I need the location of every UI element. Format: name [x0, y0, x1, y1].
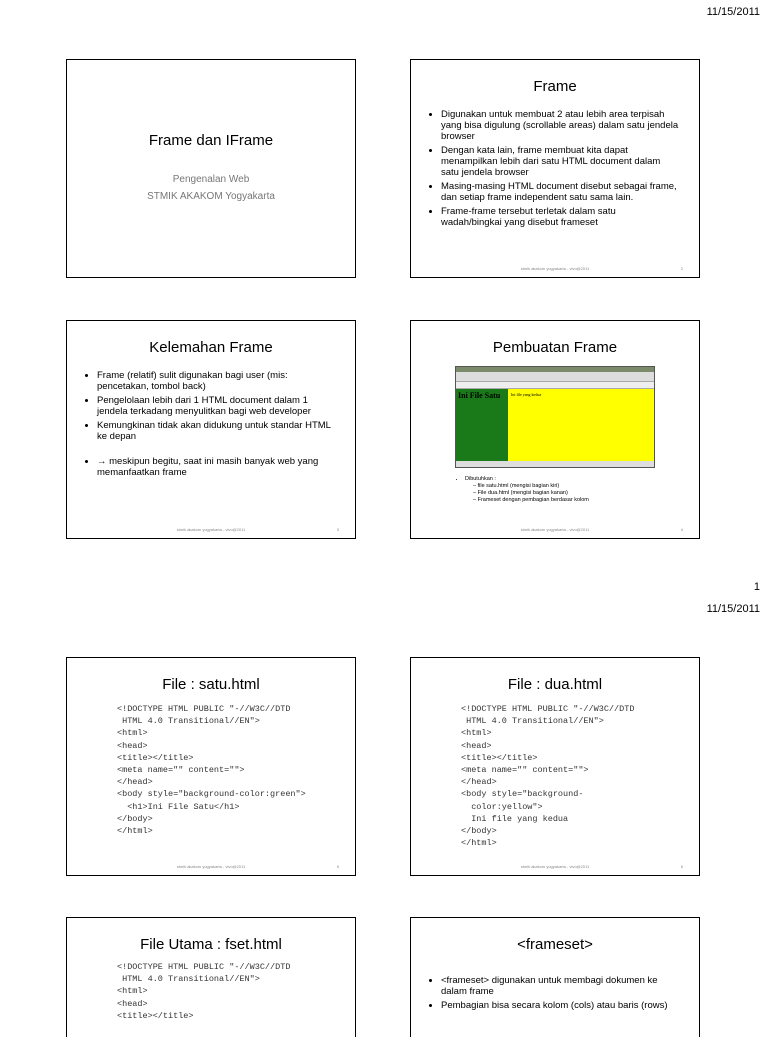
bullet-item: • Masing-masing HTML document disebut sebagai frame, dan setiap frame independent satu sama lain.	[441, 181, 679, 203]
slide-footer: stmik akakom yogyakarta - vivo@2011	[176, 527, 246, 532]
bullet-item: • Frame-frame tersebut terletak dalam satu wadah/bingkai yang disebut frameset	[441, 206, 679, 228]
slide-1	[66, 59, 356, 278]
slide-number: 6	[680, 864, 683, 869]
page-date: 11/15/2011	[706, 603, 760, 615]
slide-subtitle-1: Pengenalan Web	[172, 174, 250, 185]
slide-footer: stmik akakom yogyakarta - vivo@2011	[520, 527, 590, 532]
code-block: <!DOCTYPE HTML PUBLIC "-//W3C//DTD HTML 4.0 Transitional//EN"> <html> <head> <title></title> <meta name="" content=""> </head> <body style="background- color:yellow"> Ini file yang kedua </body> </html>	[461, 704, 635, 849]
slide-title: Frame	[533, 78, 577, 95]
slide-4	[410, 320, 700, 539]
slide-8	[410, 917, 700, 1037]
bullet-list	[411, 975, 699, 1011]
slide-title: Frame dan IFrame	[148, 132, 274, 149]
slide-3	[66, 320, 356, 539]
requirements-list	[411, 476, 699, 504]
slide-title: <frameset>	[517, 936, 593, 953]
slide-footer: stmik akakom yogyakarta - vivo@2011	[520, 266, 590, 271]
page-date: 11/15/2011	[706, 6, 760, 18]
browser-screenshot	[455, 366, 655, 468]
requirement-item: – file satu.html (mengisi bagian kiri)	[473, 483, 699, 490]
slide-footer: stmik akakom yogyakarta - vivo@2011	[520, 864, 590, 869]
browser-toolbar	[456, 372, 654, 382]
browser-statusbar	[456, 461, 654, 467]
requirements-heading: Dibutuhkan :	[465, 476, 496, 482]
bullet-item: • Kemungkinan tidak akan didukung untuk standar HTML ke depan	[97, 420, 335, 442]
slide-title: Kelemahan Frame	[149, 339, 273, 356]
code-block: <!DOCTYPE HTML PUBLIC "-//W3C//DTD HTML 4.0 Transitional//EN"> <html> <head> <title></title> <meta name="" content=""> </head> <body style="background-color:green"> <h1>Ini File Satu</h1> </body> </html>	[117, 704, 306, 837]
left-frame: Ini File Satu	[456, 389, 508, 461]
slide-title: Pembuatan Frame	[492, 339, 618, 356]
browser-tabbar	[456, 382, 654, 389]
requirement-item: – File dua.html (mengisi bagian kanan)	[473, 490, 699, 497]
bullet-item: • Frame (relatif) sulit digunakan bagi user (mis: pencetakan, tombol back)	[97, 370, 335, 392]
slide-5	[66, 657, 356, 876]
page-number: 1	[753, 581, 760, 593]
bullet-list	[411, 109, 699, 228]
slide-2	[410, 59, 700, 278]
slide-number: 3	[336, 527, 339, 532]
bullet-item: • Digunakan untuk membuat 2 atau lebih area terpisah yang bisa digulung (scrollable areas) dalam satu jendela browser	[441, 109, 679, 142]
slide-title: File : satu.html	[162, 676, 260, 693]
code-block: <!DOCTYPE HTML PUBLIC "-//W3C//DTD HTML 4.0 Transitional//EN"> <html> <head> <title></title>	[117, 962, 291, 1021]
slide-title: File : dua.html	[507, 676, 603, 693]
requirement-item: – Frameset dengan pembagian berdasar kolom	[473, 497, 699, 504]
right-frame: Ini file yang kedua	[508, 389, 654, 461]
slide-number: 5	[336, 864, 339, 869]
bullet-item: • → meskipun begitu, saat ini masih banyak web yang memanfaatkan frame	[97, 456, 335, 478]
slide-subtitle-2: STMIK AKAKOM Yogyakarta	[147, 191, 275, 202]
slide-number: 2	[680, 266, 683, 271]
slide-6	[410, 657, 700, 876]
bullet-item: • Dengan kata lain, frame membuat kita dapat menampilkan lebih dari satu HTML document dalam satu jendela browser	[441, 145, 679, 178]
bullet-item: • Pembagian bisa secara kolom (cols) atau baris (rows)	[441, 1000, 679, 1011]
bullet-item: • <frameset> digunakan untuk membagi dokumen ke dalam frame	[441, 975, 679, 997]
slide-7	[66, 917, 356, 1037]
slide-title: File Utama : fset.html	[140, 936, 282, 953]
bullet-list	[67, 370, 355, 478]
slide-footer: stmik akakom yogyakarta - vivo@2011	[176, 864, 246, 869]
slide-number: 4	[680, 527, 683, 532]
bullet-item: • Pengelolaan lebih dari 1 HTML document dalam 1 jendela terkadang menyulitkan bagi web developer	[97, 395, 335, 417]
